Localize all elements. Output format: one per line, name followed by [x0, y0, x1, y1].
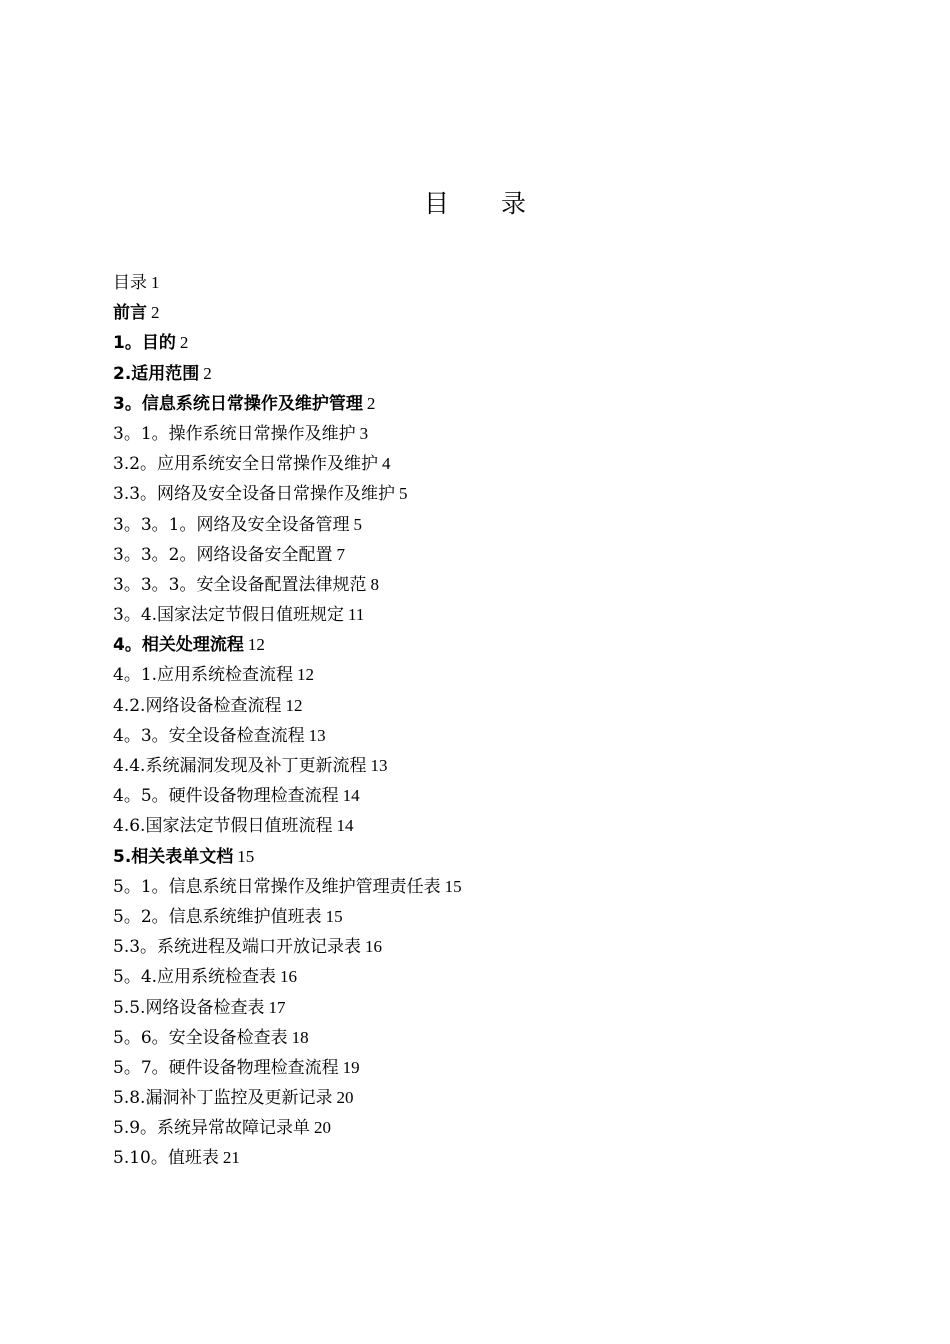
toc-entry-label: 4。相关处理流程 — [113, 635, 244, 656]
toc-entry[interactable] — [113, 781, 462, 811]
toc-entry[interactable] — [113, 1083, 462, 1113]
toc-entry-page-number: 13 — [308, 725, 326, 745]
toc-entry-page-number: 3 — [359, 423, 369, 443]
toc-entry-page-number: 5 — [399, 484, 408, 504]
toc-entry-page-number: 17 — [268, 997, 286, 1017]
toc-entry-page-number: 14 — [336, 816, 354, 836]
toc-entry[interactable] — [113, 510, 462, 540]
toc-entry-page-number: 12 — [285, 695, 303, 715]
toc-entry-page-number: 21 — [222, 1148, 240, 1168]
toc-entry[interactable] — [113, 993, 462, 1023]
toc-entry[interactable] — [113, 570, 462, 600]
toc-entry-page-number: 1 — [151, 273, 160, 292]
toc-entry-page-number: 12 — [297, 665, 315, 685]
toc-entry-page-number: 8 — [370, 574, 379, 594]
toc-entry[interactable] — [113, 268, 462, 298]
toc-entry[interactable] — [113, 479, 462, 509]
toc-entry-label: 4.6.国家法定节假日值班流程 — [113, 816, 333, 837]
toc-title: 目 录 — [424, 189, 548, 218]
toc-entry-page-number: 12 — [247, 635, 265, 655]
toc-entry-page-number: 7 — [336, 544, 345, 564]
toc-entry[interactable] — [113, 691, 462, 721]
toc-entry-label: 3。4.国家法定节假日值班规定 — [113, 605, 345, 626]
toc-entry[interactable] — [113, 449, 462, 479]
toc-entry-label: 5.5.网络设备检查表 — [113, 997, 265, 1018]
toc-entry-label: 3。3。3。安全设备配置法律规范 — [113, 574, 367, 595]
toc-entry[interactable] — [113, 1113, 462, 1143]
toc-entry-page-number: 15 — [325, 906, 343, 926]
toc-entry-label: 4。1.应用系统检查流程 — [113, 665, 294, 686]
toc-entry-page-number: 20 — [336, 1088, 354, 1108]
toc-entry-page-number: 19 — [342, 1057, 360, 1077]
toc-entry-page-number: 15 — [444, 876, 462, 896]
toc-entry-label: 2.适用范围 — [113, 363, 200, 384]
toc-entry[interactable] — [113, 540, 462, 570]
toc-entry-page-number: 4 — [382, 454, 391, 474]
toc-entry[interactable] — [113, 751, 462, 781]
toc-entry-page-number: 13 — [370, 756, 388, 775]
toc-entry[interactable] — [113, 359, 462, 389]
toc-entry[interactable] — [113, 902, 462, 932]
toc-entry-label: 3。1。操作系统日常操作及维护 — [113, 423, 356, 444]
toc-entry-page-number: 20 — [314, 1118, 332, 1138]
toc-entry[interactable] — [113, 389, 462, 419]
toc-entry-label: 4.4.系统漏洞发现及补丁更新流程 — [113, 756, 367, 776]
toc-entry-label: 3.2。应用系统安全日常操作及维护 — [113, 454, 379, 475]
toc-entry[interactable] — [113, 811, 462, 841]
toc-entry-label: 5.8.漏洞补丁监控及更新记录 — [113, 1088, 333, 1109]
toc-entry[interactable] — [113, 298, 462, 328]
toc-entry-page-number: 2 — [366, 393, 376, 413]
toc-entry-label: 5。2。信息系统维护值班表 — [113, 906, 322, 927]
toc-entry-page-number: 11 — [348, 605, 365, 625]
toc-entry-label: 4。3。安全设备检查流程 — [113, 725, 305, 746]
toc-entry-page-number: 18 — [291, 1027, 309, 1047]
toc-entry[interactable] — [113, 721, 462, 751]
toc-entry-label: 3。3。2。网络设备安全配置 — [113, 544, 333, 565]
toc-entry-page-number: 16 — [280, 967, 298, 987]
toc-entry-page-number: 2 — [151, 303, 160, 323]
toc-entry-page-number: 2 — [179, 333, 189, 353]
toc-entry-label: 5。4.应用系统检查表 — [113, 967, 277, 988]
toc-entry[interactable] — [113, 600, 462, 630]
toc-entry[interactable] — [113, 419, 462, 449]
toc-entry-label: 3。3。1。网络及安全设备管理 — [113, 514, 350, 535]
toc-entry[interactable] — [113, 1143, 462, 1173]
toc-entry-label: 4.2.网络设备检查流程 — [113, 695, 282, 716]
toc-entry-label: 目录 — [113, 273, 147, 293]
toc-entry-label: 5。7。硬件设备物理检查流程 — [113, 1057, 339, 1078]
toc-entry-page-number: 14 — [342, 786, 360, 806]
toc-entry-label: 5。1。信息系统日常操作及维护管理责任表 — [113, 876, 441, 897]
toc-entry-label: 5.3。系统进程及端口开放记录表 — [113, 937, 362, 958]
toc-entry-page-number: 15 — [237, 846, 255, 866]
toc-entry[interactable] — [113, 962, 462, 992]
toc-entry[interactable] — [113, 660, 462, 690]
toc-entry-label: 5。6。安全设备检查表 — [113, 1027, 288, 1048]
toc-entry-label: 前言 — [113, 303, 147, 324]
toc-entry-label: 4。5。硬件设备物理检查流程 — [113, 786, 339, 807]
toc-list — [113, 268, 462, 1174]
toc-entry[interactable] — [113, 328, 462, 358]
toc-entry-label: 5.9。系统异常故障记录单 — [113, 1118, 311, 1139]
toc-entry-page-number: 2 — [203, 363, 212, 383]
toc-entry-label: 5.10。值班表 — [113, 1148, 219, 1169]
toc-entry-label: 5.相关表单文档 — [113, 846, 234, 867]
toc-entry[interactable] — [113, 932, 462, 962]
toc-entry-page-number: 5 — [353, 514, 362, 534]
toc-entry[interactable] — [113, 1023, 462, 1053]
toc-entry-page-number: 16 — [365, 937, 383, 957]
toc-entry-label: 3。信息系统日常操作及维护管理 — [113, 393, 363, 414]
toc-entry-label: 1。目的 — [113, 333, 176, 354]
toc-entry[interactable] — [113, 842, 462, 872]
toc-entry[interactable] — [113, 630, 462, 660]
toc-entry[interactable] — [113, 872, 462, 902]
toc-entry[interactable] — [113, 1053, 462, 1083]
toc-entry-label: 3.3。网络及安全设备日常操作及维护 — [113, 484, 396, 505]
